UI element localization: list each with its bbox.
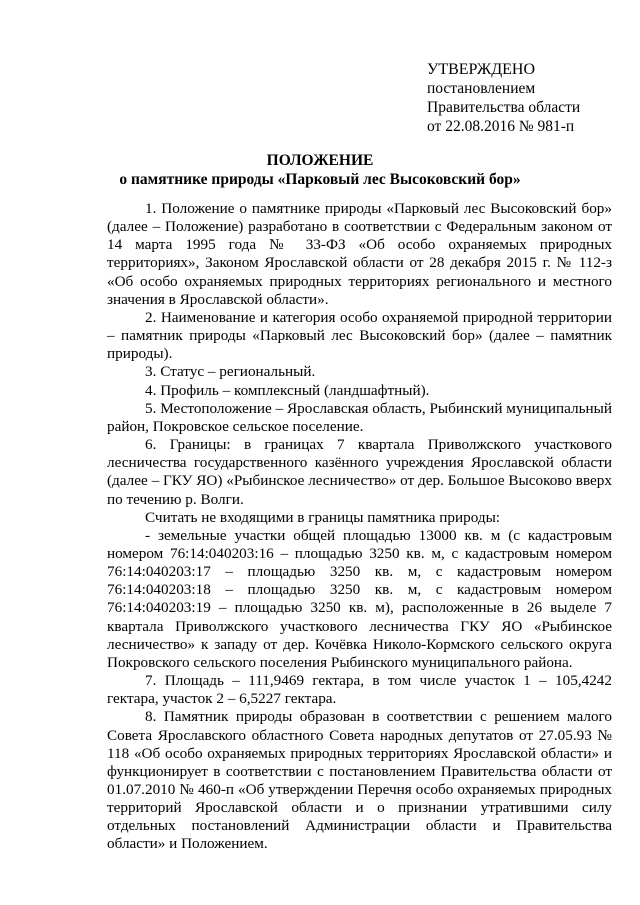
clause-2: 2. Наименование и категория особо охраняемой природной территории – памятник природы «Парковый лес Высоковский бор» (далее – памятник природы). xyxy=(107,308,612,363)
clause-6: 6. Границы: в границах 7 квартала Приволжского участкового лесничества государственного казённого учреждения Ярославской области (далее – ГКУ ЯО) «Рыбинское лесничество» от дер. Большое Высоково вверх по течению р. Волги. xyxy=(107,436,612,508)
clause-7: 7. Площадь – 111,9469 гектара, в том числе участок 1 – 105,4242 гектара, участок 2 – 6,5227 гектара. xyxy=(107,672,612,708)
approval-by: постановлением xyxy=(427,80,536,97)
clause-4: 4. Профиль – комплексный (ландшафтный). xyxy=(145,381,430,399)
approval-authority: Правительства области xyxy=(427,99,581,116)
document-body xyxy=(107,200,612,854)
clause-3: 3. Статус – региональный. xyxy=(145,363,316,381)
approval-status: УТВЕРЖДЕНО xyxy=(427,61,536,78)
document-title xyxy=(0,151,640,189)
clause-8: 8. Памятник природы образован в соответствии с решением малого Совета Ярославского областного Совета народных депутатов от 27.05.93 № 118 «Об особо охраняемых природных территориях Ярославской области» и функционирует в соответствии с постановлением Правительства области от 01.07.2010 № 460-п «Об утверждении Перечня особо охраняемых природных территорий Ярославской области и о признании утратившими силу отдельных постановлений Администрации области и Правительства области» и Положением. xyxy=(107,708,612,853)
approval-date-number: от 22.08.2016 № 981-п xyxy=(427,118,575,135)
exclusions-intro: Считать не входящими в границы памятника природы: xyxy=(145,508,501,526)
approval-stamp xyxy=(427,60,580,136)
document-subheading: о памятнике природы «Парковый лес Высоковский бор» xyxy=(119,171,521,188)
document-heading: ПОЛОЖЕНИЕ xyxy=(266,152,374,169)
clause-1: 1. Положение о памятнике природы «Парковый лес Высоковский бор» (далее – Положение) разработано в соответствии с Федеральным законом от 14 марта 1995 года № 33-ФЗ «Об особо охраняемых природных территориях», Законом Ярославской области от 28 декабря 2015 г. № 112-з «Об особо охраняемых природных территориях регионального и местного значения в Ярославской области». xyxy=(107,200,612,308)
exclusions-item: - земельные участки общей площадью 13000 кв. м (с кадастровым номером 76:14:040203:16 – площадью 3250 кв. м, с кадастровым номером 76:14:040203:17 – площадью 3250 кв. м, с кадастровым номером 76:14:040203:18 – площадью 3250 кв. м, с кадастровым номером 76:14:040203:19 – площадью 3250 кв. м), расположенные в 26 выделе 7 квартала Приволжского участкового лесничества ГКУ ЯО «Рыбинское лесничество» к западу от дер. Кочёвка Николо-Кормского сельского округа Покровского сельского поселения Рыбинского муниципального района. xyxy=(107,526,612,671)
clause-5: 5. Местоположение – Ярославская область, Рыбинский муниципальный район, Покровское сельское поселение. xyxy=(107,399,612,435)
